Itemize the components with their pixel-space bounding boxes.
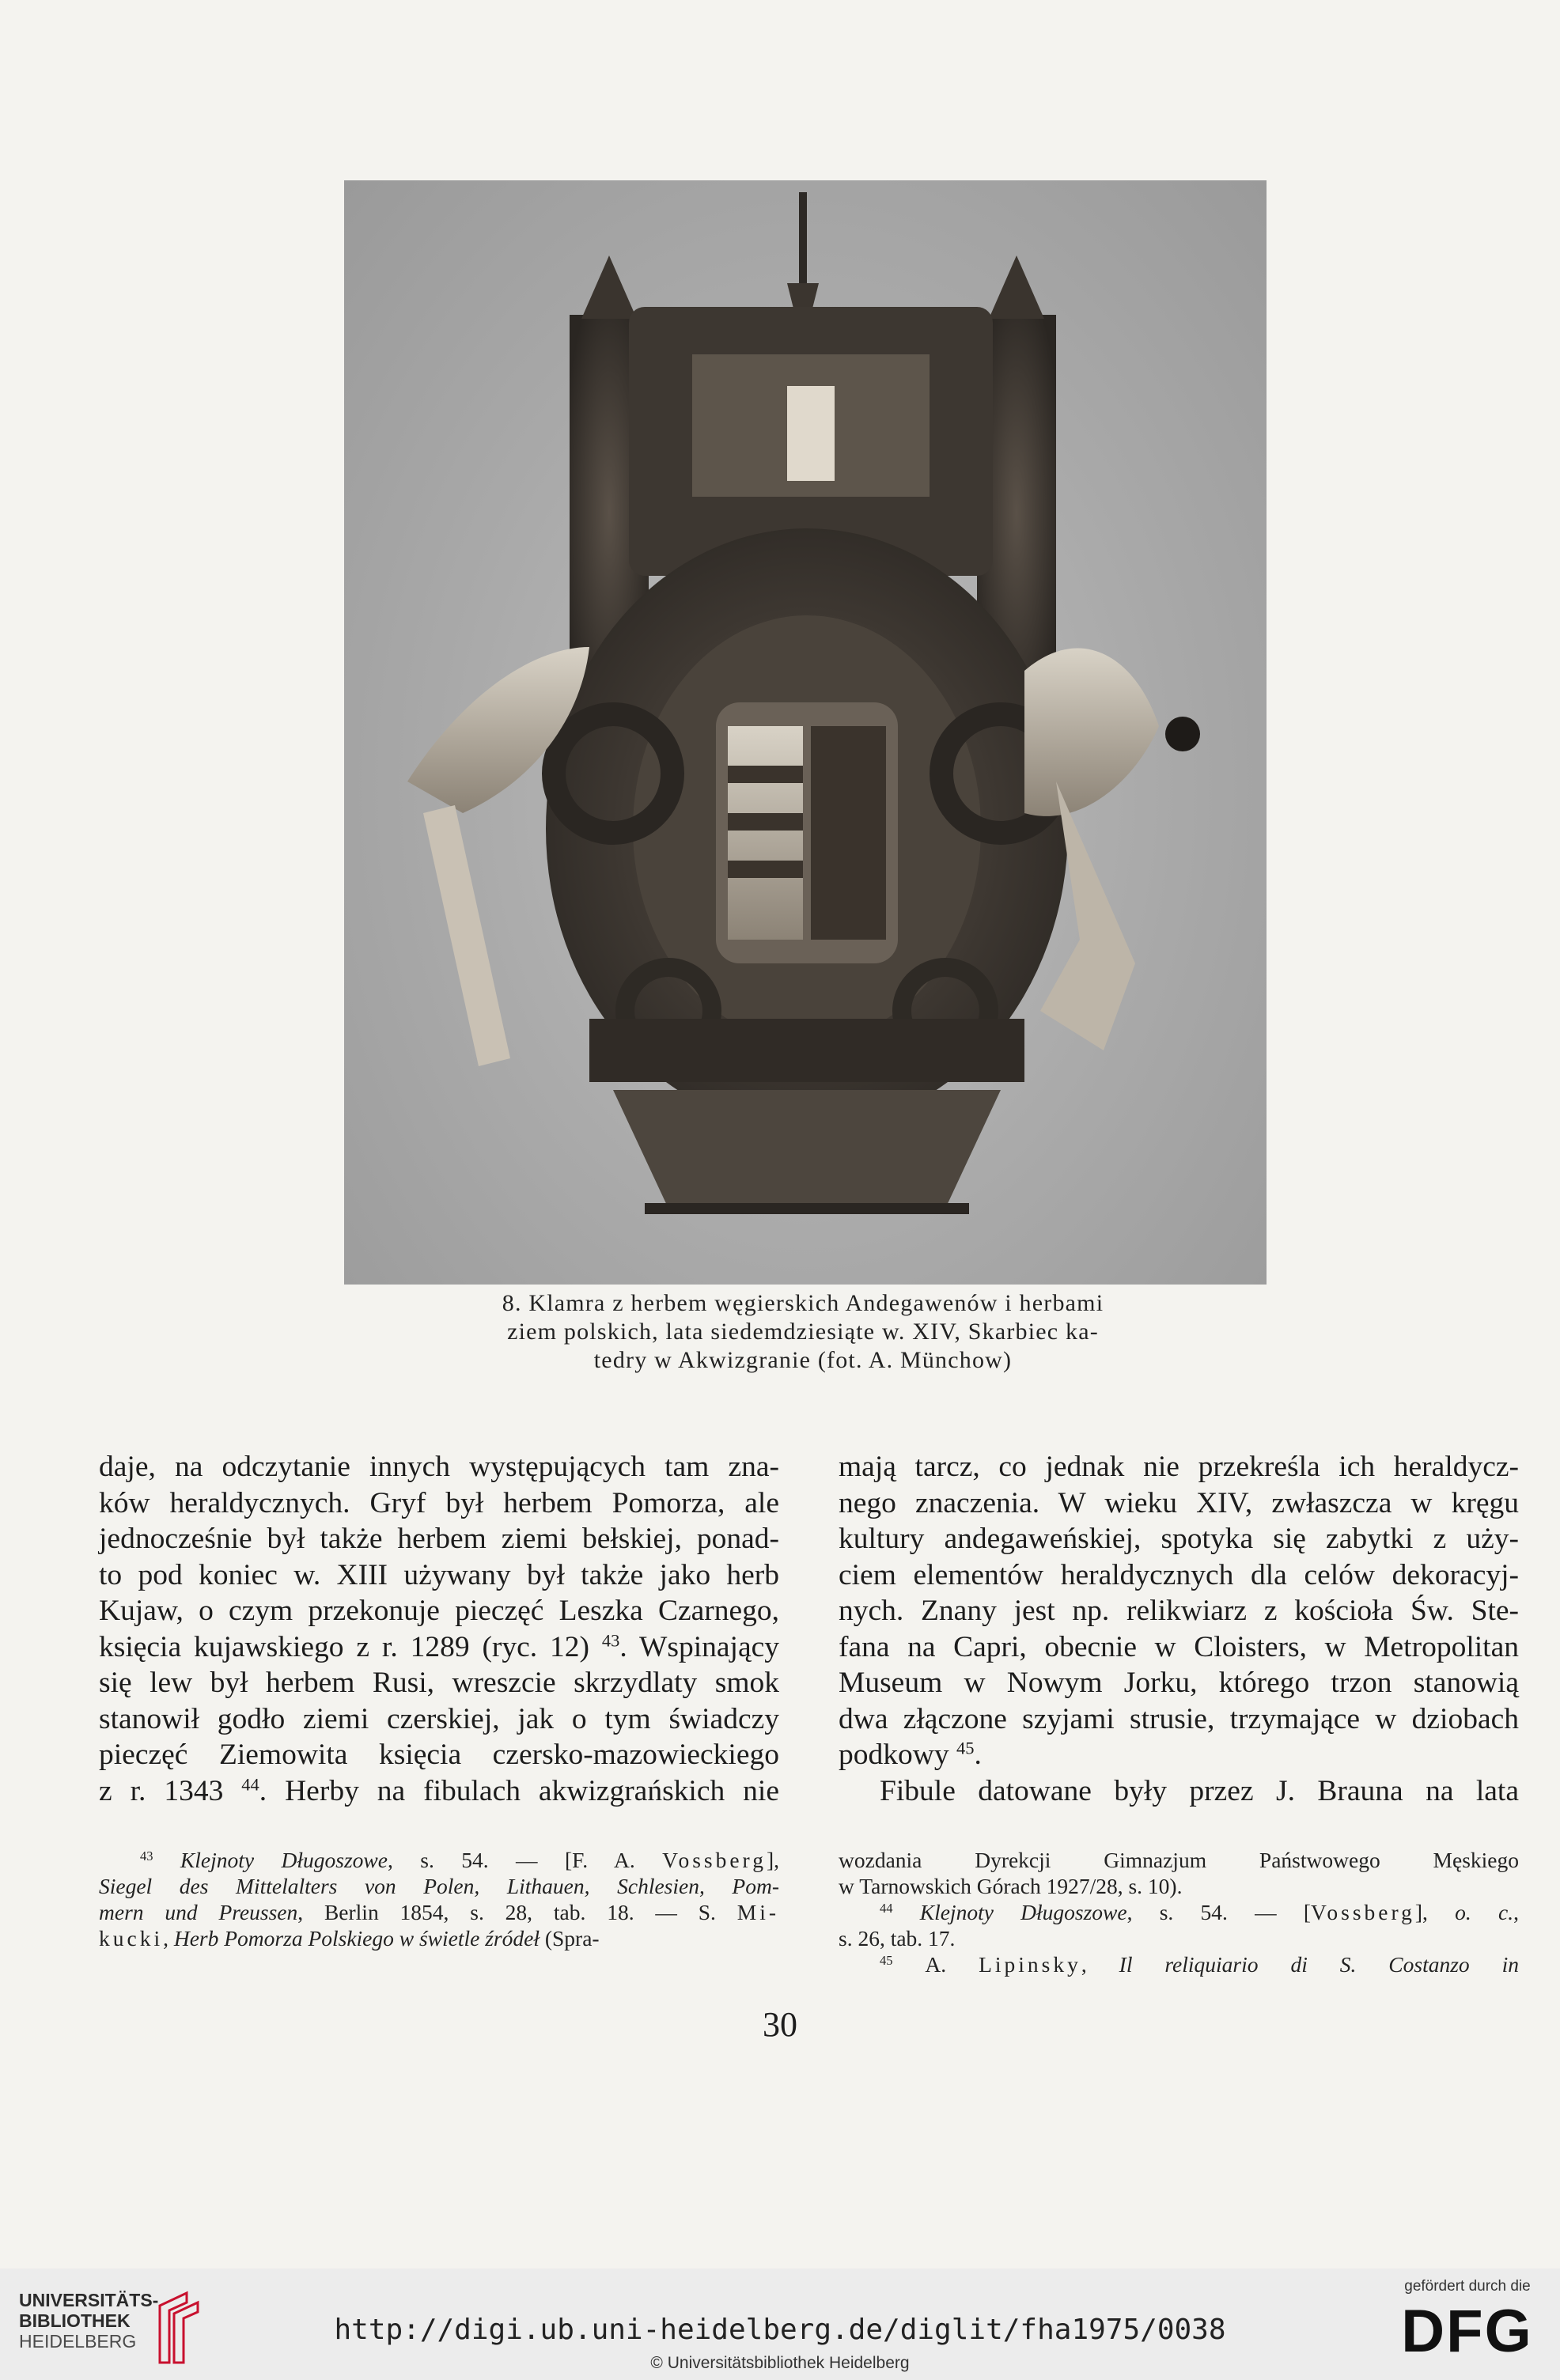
text-line: pieczęć Ziemowita księcia czersko-mazowieckiego (99, 1739, 779, 1771)
text-span: , (1081, 1952, 1119, 1977)
text-line (99, 1629, 779, 1666)
footnote-title: Klejnoty Długoszowe (180, 1848, 388, 1872)
author-name: Vossberg (1311, 1900, 1415, 1924)
text-span: A. (925, 1952, 979, 1977)
text-span: podkowy (839, 1739, 949, 1771)
footnote-title: Herb Pomorza Polskiego w świetle źródeł (173, 1926, 540, 1951)
footnote-line: s. 26, tab. 17. (839, 1926, 956, 1951)
footnote-line (99, 1847, 779, 1873)
page-number: 30 (763, 2005, 797, 2044)
funding-note: gefördert durch die (1404, 2278, 1531, 2295)
text-line: stanowił godło ziemi czerskiej, jak o tym świadczy (99, 1702, 779, 1735)
text-span: , (163, 1926, 174, 1951)
footnote-title: mern und Preussen (99, 1900, 298, 1924)
text-line: mają tarcz, co jednak nie przekreśla ich heraldycz- (839, 1451, 1519, 1483)
footnote-title: Klejnoty Długoszowe (919, 1900, 1127, 1924)
text-line: jednocześnie był także herbem ziemi bełskiej, ponad- (99, 1523, 779, 1555)
text-span: (Spra- (539, 1926, 600, 1951)
text-line: Kujaw, o czym przekonuje pieczęć Leszka Czarnego, (99, 1595, 779, 1627)
footnote-number: 44 (880, 1900, 893, 1916)
author-name: Vossberg (662, 1848, 767, 1872)
author-name: Lipinsky (979, 1952, 1081, 1977)
text-span: ], (1414, 1900, 1456, 1924)
figure-caption (443, 1289, 1163, 1375)
caption-line: 8. Klamra z herbem węgierskich Andegawenów i herbami (502, 1290, 1104, 1316)
author-name: kucki (99, 1926, 164, 1951)
text-span: księcia kujawskiego z r. 1289 (ryc. 12) (99, 1630, 590, 1663)
text-line: ków heraldycznych. Gryf był herbem Pomorza, ale (99, 1486, 779, 1519)
footnote-number: 45 (880, 1952, 893, 1968)
text-line (839, 1737, 1519, 1773)
text-span: , s. 54. — [ (1126, 1900, 1312, 1924)
footnote-title: Siegel des Mittelalters von Polen, Lithauen, Schlesien, Pom- (99, 1874, 779, 1898)
footnote-line: w Tarnowskich Górach 1927/28, s. 10). (839, 1874, 1183, 1898)
footnote-title: o. c. (1455, 1900, 1514, 1924)
copyright-notice: © Universitätsbibliothek Heidelberg (650, 2354, 910, 2372)
document-url-link[interactable]: http://digi.ub.uni-heidelberg.de/diglit/fha1975/0038 (334, 2314, 1226, 2346)
footnote-ref-44: 44 (241, 1774, 259, 1795)
library-name-line2: BIBLIOTHEK (19, 2310, 131, 2331)
footnote-line (839, 1951, 1519, 1977)
footnote-title: Il reliquiario di S. Costanzo in (1119, 1952, 1519, 1977)
text-span: . (974, 1739, 982, 1771)
text-line: nego znaczenia. W wieku XIV, zwłaszcza w kręgu (839, 1486, 1519, 1519)
footnote-ref-43: 43 (601, 1630, 620, 1651)
text-line: kultury andegaweńskiej, spotyka się zabytki z uży- (839, 1523, 1519, 1555)
text-line: ciem elementów heraldycznych dla celów dekoracyj- (839, 1558, 1519, 1591)
body-column-left (99, 1449, 779, 1809)
footnote-ref-45: 45 (956, 1738, 975, 1758)
footnote-line (839, 1899, 1519, 1925)
text-line: dwa złączone szyjami strusie, trzymające w dziobach (839, 1702, 1519, 1735)
author-name: Mi- (736, 1900, 779, 1924)
text-span: , Berlin 1854, s. 28, tab. 18. — S. (297, 1900, 737, 1924)
text-line: Fibule datowane były przez J. Brauna na lata (880, 1774, 1519, 1807)
footnote-line (99, 1925, 779, 1951)
text-span: , (1513, 1900, 1519, 1924)
text-line: się lew był herbem Rusi, wreszcie skrzydlaty smok (99, 1667, 779, 1699)
body-column-right (839, 1449, 1519, 1809)
clasp-photo-image (344, 180, 1267, 1285)
library-name-line3: HEIDELBERG (19, 2331, 137, 2352)
text-span: . Herby na fibulach akwizgrańskich nie (259, 1774, 779, 1807)
text-span: , s. 54. — [F. A. (387, 1848, 663, 1872)
text-span: . Wspinający (619, 1630, 779, 1663)
text-line: Museum w Nowym Jorku, którego trzon stanowią (839, 1667, 1519, 1699)
library-name-line1: UNIVERSITÄTS- (19, 2290, 159, 2310)
footnotes-left (99, 1847, 779, 1951)
text-line: fana na Capri, obecnie w Cloisters, w Metropolitan (839, 1630, 1519, 1663)
footnote-number: 43 (140, 1848, 153, 1864)
caption-line: ziem polskich, lata siedemdziesiąte w. XIV, Skarbiec ka- (507, 1319, 1099, 1345)
text-span: ], (766, 1848, 780, 1872)
figure-photograph (344, 180, 1267, 1285)
footnote-line (99, 1873, 779, 1899)
text-line: daje, na odczytanie innych występujących tam zna- (99, 1451, 779, 1483)
text-span: z r. 1343 (99, 1774, 224, 1807)
text-line: nych. Znany jest np. relikwiarz z kościoła Św. Ste- (839, 1595, 1519, 1627)
caption-line: tedry w Akwizgranie (fot. A. Münchow) (593, 1347, 1013, 1373)
footnotes-right (839, 1847, 1519, 1977)
text-line: to pod koniec w. XIII używany był także jako herb (99, 1558, 779, 1591)
footnote-line: wozdania Dyrekcji Gimnazjum Państwowego Męskiego (839, 1848, 1519, 1872)
dfg-logo[interactable]: DFG (1401, 2298, 1533, 2365)
footnote-line (99, 1899, 779, 1925)
text-line (99, 1773, 779, 1810)
